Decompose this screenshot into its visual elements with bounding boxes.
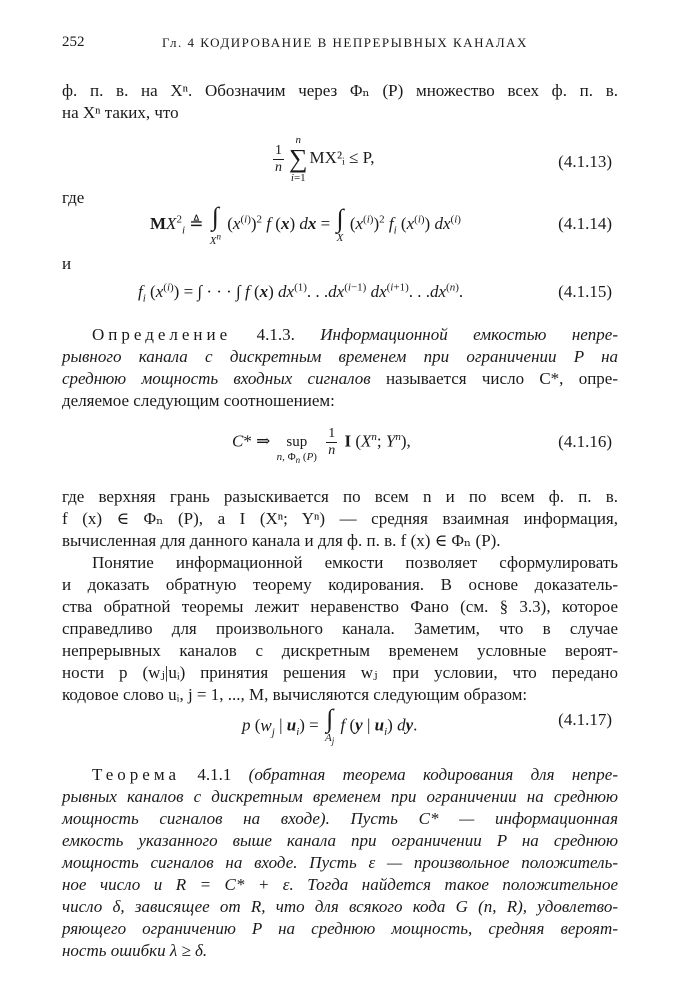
running-head: Гл. 4 КОДИРОВАНИЕ В НЕПРЕРЫВНЫХ КАНАЛАХ: [162, 35, 528, 50]
theorem-number: 4.1.1: [197, 765, 232, 784]
paragraph-sup-explanation: [62, 486, 618, 552]
text-line: рывных каналов с дискретным временем при ограничении на среднюю: [62, 787, 618, 806]
equation-4-1-14: [62, 200, 618, 252]
definition-4-1-3: [62, 324, 618, 412]
definition-number: 4.1.3.: [256, 325, 295, 344]
label-where: где: [62, 188, 85, 207]
text-line: емкость указанного выше канала при ограничении P на среднюю: [62, 831, 618, 850]
paragraph-converse-intro: [62, 552, 618, 706]
text-line: мощность сигналов на входе). Пусть C* — информационная: [62, 809, 618, 828]
text-line: вычисленная для данного канала и для ф. п. в. f (x) ∈ Φₙ (P).: [62, 531, 501, 550]
text-line: [62, 324, 618, 346]
equation-body: $MX^2_i$ ≜ ∫ $X^n$ $(x^{(i)})^2$ f (x) dx = ∫ X $(x^{(i)})^2$ $f_i$ $(x^{(i)})$ $dx^{(i)}$: [150, 202, 461, 247]
page-header: [62, 34, 615, 58]
page-number: 252: [62, 34, 85, 50]
equation-4-1-15: [62, 274, 618, 314]
text-line: деляемое следующим соотношением:: [62, 391, 335, 410]
equation-4-1-16: [62, 420, 618, 476]
text-line: кодовое слово uᵢ, j = 1, ..., M, вычисляются следующим образом:: [62, 685, 528, 704]
text-line: мощность сигналов на входе. Пусть ε — произвольное положитель-: [62, 853, 618, 872]
text-line: ность ошибки λ ≥ δ.: [62, 941, 208, 960]
text-line: на Xⁿ таких, что: [62, 103, 179, 122]
equation-body: p ($w_j$ | $u_i$) = ∫ $A_j$ f (y | $u_i$) dy.: [242, 704, 418, 747]
text-line: ства обратной теоремы лежит неравенство Фано (см. § 3.3), которое: [62, 597, 618, 616]
text-line: справедливо для произвольного канала. Заметим, что в случае: [62, 619, 618, 638]
text-line: ности p (wⱼ|uᵢ) принятия решения wⱼ при условии, что передано: [62, 663, 618, 682]
theorem-lead: Теорема: [92, 765, 181, 784]
equation-number: (4.1.17): [558, 710, 612, 729]
text-line: и доказать обратную теорему кодирования. В основе доказатель-: [62, 575, 618, 594]
equation-number: (4.1.15): [558, 282, 612, 301]
text-line: где верхняя грань разыскивается по всем n и по всем ф. п. в.: [62, 487, 618, 506]
equation-number: (4.1.16): [558, 432, 612, 451]
text-line: Теорема 4.1.1 (обратная теорема кодирования для непре-: [92, 765, 619, 784]
definition-text: Информационной емкостью непре-: [320, 325, 619, 344]
text-line: f (x) ∈ Φₙ (P), а I (Xⁿ; Yⁿ) — средняя взаимная информация,: [62, 509, 618, 528]
text-line: среднюю мощность входных сигналов называется число C*, опре-: [62, 369, 619, 388]
equation-body: C* ⇒ sup n, $\Phi_n$ (P) $\frac{1}{n}$ I ($X^n$; $Y^n$),: [232, 426, 411, 466]
equation-body: $\frac{1}{n}$ n ∑ i=1 MX²ᵢ ≤ P,: [275, 134, 375, 184]
text-line: Понятие информационной емкости позволяет сформулировать: [92, 553, 618, 572]
text-line: рывного канала с дискретным временем при ограничении P на: [62, 347, 618, 366]
theorem-4-1-1: [62, 764, 618, 962]
equation-4-1-17: [62, 702, 618, 758]
text-line: число δ, зависящее от R, что для всякого кода G (n, R), удовлетво-: [62, 897, 618, 916]
equation-number: (4.1.14): [558, 214, 612, 233]
text-line: ряющего ограничению P на среднюю мощность, средняя вероят-: [62, 919, 618, 938]
equation-4-1-13: [62, 132, 618, 182]
definition-lead: Определение: [92, 325, 232, 344]
equation-body: $f_i$ $(x^{(i)})$ = ∫ · · · ∫ f (x) $dx^{(1)}$. . $.dx^{(i-1)}$ $dx^{(i+1)}$. . $.dx^{(n)}$.: [138, 281, 464, 305]
text-line: непрерывных каналов с дискретным временем условные вероят-: [62, 641, 618, 660]
equation-number: (4.1.13): [558, 152, 612, 171]
text-line: ф. п. в. на Xⁿ. Обозначим через Φₙ (P) множество всех ф. п. в.: [62, 81, 618, 100]
text-line: ное число и R = C* + ε. Тогда найдется такое положительное: [62, 875, 618, 894]
paragraph-intro: [62, 80, 618, 124]
label-and: и: [62, 254, 72, 273]
